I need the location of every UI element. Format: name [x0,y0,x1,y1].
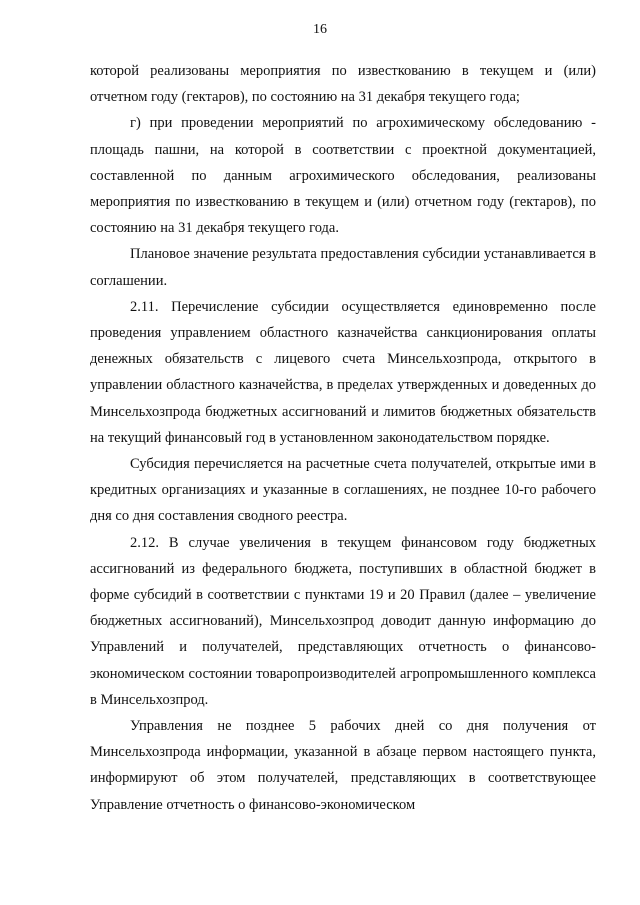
paragraph-item-g: г) при проведении мероприятий по агрохимическому обследованию - площадь пашни, на которой в соответствии с проектной документацией, составленной по данным агрохимического обследования, реализованы мероприятия по известкованию в текущем и (или) отчетном году (гектаров), по состоянию на 31 декабря текущего года. [90,115,596,237]
paragraph-subsidy-transfer: Субсидия перечисляется на расчетные счета получателей, открытые ими в кредитных организациях и указанные в соглашениях, не позднее 10-го рабочего дня со дня составления сводного реестра. [90,456,596,525]
document-body [90,58,596,818]
paragraph-2-12: 2.12. В случае увеличения в текущем финансовом году бюджетных ассигнований из федерального бюджета, поступивших в областной бюджет в форме субсидий в соответствии с пунктами 19 и 20 Правил (далее – увеличение бюджетных ассигнований), Минсельхозпрод доводит данную информацию до Управлений и получателей, представляющих отчетность о финансово-экономическом состоянии товаропроизводителей агропромышленного комплекса в Минсельхозпрод. [90,534,596,708]
page-number: 16 [313,22,327,37]
paragraph-management-notice: Управления не позднее 5 рабочих дней со дня получения от Минсельхозпрода информации, указанной в абзаце первом настоящего пункта, информируют об этом получателей, представляющих в соответствующее Управление отчетность о финансово-экономическом [90,718,596,813]
paragraph-planned-value: Плановое значение результата предоставления субсидии устанавливается в соглашении. [90,246,596,289]
paragraph-2-11: 2.11. Перечисление субсидии осуществляется единовременно после проведения управлением областного казначейства санкционирования оплаты денежных обязательств с лицевого счета Минсельхозпрода, открытого в управлении областного казначейства, в пределах утвержденных и доведенных до Минсельхозпрода бюджетных ассигнований и лимитов бюджетных обязательств на текущий финансовый год в установленном законодательством порядке. [90,298,596,446]
paragraph-continuation: которой реализованы мероприятия по известкованию в текущем и (или) отчетном году (гектаров), по состоянию на 31 декабря текущего года; [90,63,596,106]
